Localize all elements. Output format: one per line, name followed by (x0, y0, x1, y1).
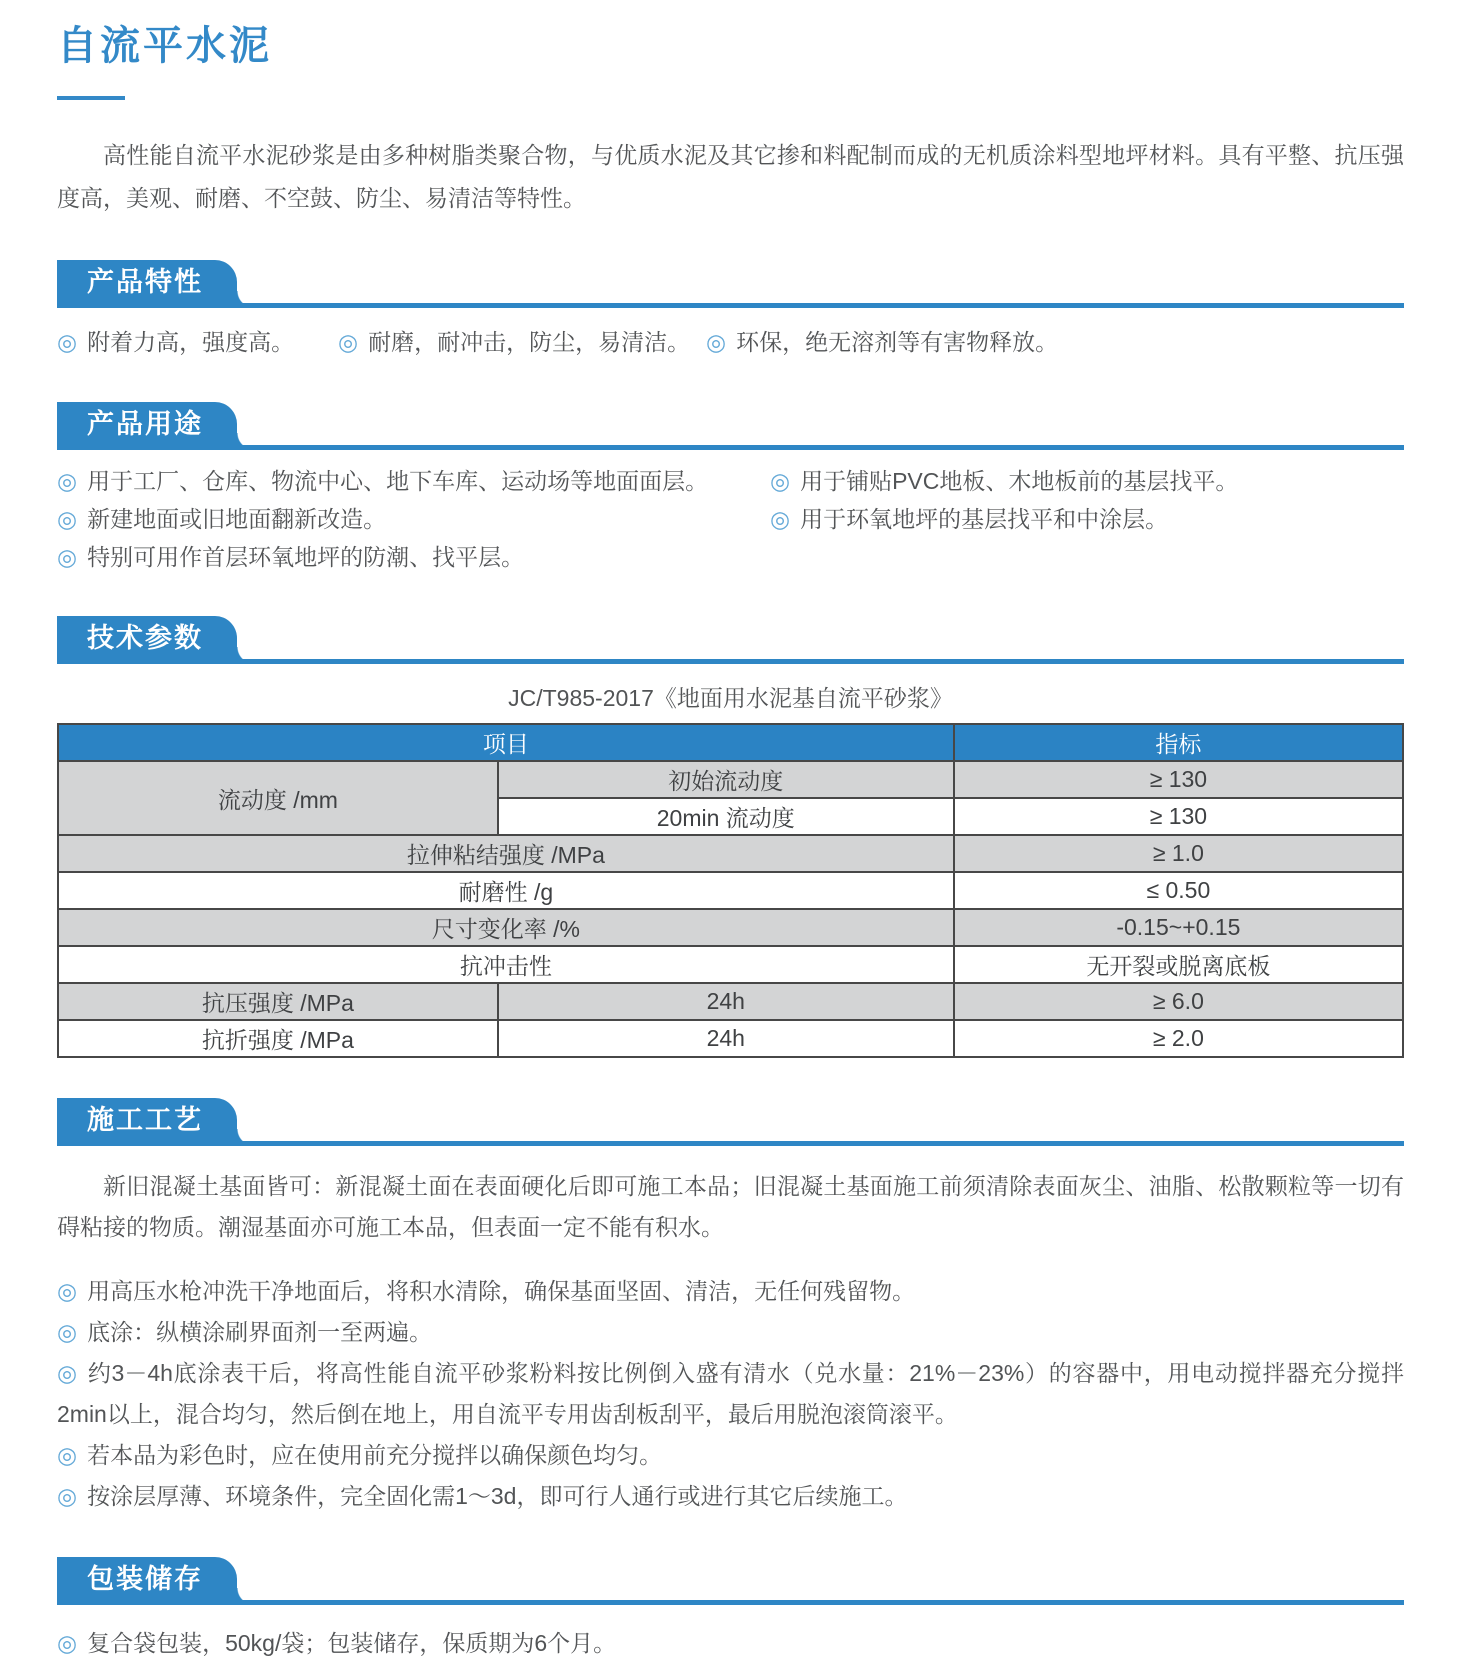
table-header-row (58, 724, 1403, 761)
section-tab-features (57, 260, 237, 303)
list-item (706, 322, 1058, 362)
list-item-text: 按涂层厚薄、环境条件，完全固化需1～3d，即可行人通行或进行其它后续施工。 (87, 1483, 908, 1509)
section-tab-process (57, 1098, 237, 1141)
bullseye-bullet-icon: ◎ (706, 329, 727, 355)
uses-right-column (770, 462, 1404, 576)
list-item-text: 特别可用作首层环氧地坪的防潮、找平层。 (87, 544, 525, 570)
cell-sub-label: 20min 流动度 (498, 798, 954, 835)
list-item (57, 1476, 1404, 1517)
features-list (57, 322, 1404, 362)
process-list (57, 1271, 1404, 1517)
bullseye-bullet-icon: ◎ (57, 1483, 78, 1509)
section-header-packaging (57, 1557, 1404, 1605)
list-item-text: 用于工厂、仓库、物流中心、地下车库、运动场等地面面层。 (87, 468, 709, 494)
bullseye-bullet-icon: ◎ (57, 329, 78, 355)
list-item-text: 约3－4h底涂表干后，将高性能自流平砂浆粉料按比例倒入盛有清水（兑水量：21%－23%）的容器中，用电动搅拌器充分搅拌2min以上，混合均匀，然后倒在地上，用自流平专用齿刮板刮平，最后用脱泡滚筒滚平。 (57, 1360, 1404, 1427)
cell-value: 无开裂或脱离底板 (954, 946, 1403, 983)
cell-item-label: 拉伸粘结强度 /MPa (58, 835, 954, 872)
uses-left-column (57, 462, 770, 576)
section-header-specs (57, 616, 1404, 664)
cell-value: ≥ 1.0 (954, 835, 1403, 872)
packaging-list (57, 1623, 1404, 1663)
section-rule (57, 445, 1404, 450)
table-row (58, 909, 1403, 946)
list-item (770, 462, 1404, 500)
bullseye-bullet-icon: ◎ (57, 544, 78, 570)
list-item-text: 新建地面或旧地面翻新改造。 (87, 506, 387, 532)
intro-paragraph: 高性能自流平水泥砂浆是由多种树脂类聚合物，与优质水泥及其它掺和料配制而成的无机质涂料型地坪材料。具有平整、抗压强度高，美观、耐磨、不空鼓、防尘、易清洁等特性。 (57, 142, 1404, 211)
spec-standard-caption: JC/T985-2017《地面用水泥基自流平砂浆》 (508, 685, 953, 711)
spec-table (57, 723, 1404, 1058)
list-item (57, 322, 338, 362)
list-item (57, 1312, 1404, 1353)
cell-value: ≥ 130 (954, 798, 1403, 835)
cell-sub-label: 初始流动度 (498, 761, 954, 798)
cell-group-label: 流动度 /mm (58, 761, 498, 835)
table-row (58, 835, 1403, 872)
bullseye-bullet-icon: ◎ (57, 1360, 78, 1386)
cell-sub-label: 24h (498, 983, 954, 1020)
table-row (58, 983, 1403, 1020)
cell-value: ≥ 130 (954, 761, 1403, 798)
section-rule (57, 659, 1404, 664)
list-item-text: 耐磨，耐冲击，防尘，易清洁。 (368, 329, 691, 355)
cell-item-label: 抗压强度 /MPa (58, 983, 498, 1020)
list-item-text: 用高压水枪冲洗干净地面后，将积水清除，确保基面坚固、清洁，无任何残留物。 (87, 1278, 916, 1304)
bullseye-bullet-icon: ◎ (57, 506, 78, 532)
bullseye-bullet-icon: ◎ (770, 468, 791, 494)
section-rule (57, 1141, 1404, 1146)
section-rule (57, 1600, 1404, 1605)
bullseye-bullet-icon: ◎ (338, 329, 359, 355)
uses-list (57, 462, 1404, 576)
cell-value: ≤ 0.50 (954, 872, 1403, 909)
table-row (58, 761, 1403, 798)
list-item (57, 462, 770, 500)
section-header-features (57, 260, 1404, 308)
cell-item-label: 耐磨性 /g (58, 872, 954, 909)
bullseye-bullet-icon: ◎ (57, 468, 78, 494)
list-item (57, 1271, 1404, 1312)
cell-sub-label: 24h (498, 1020, 954, 1057)
page-title: 自流平水泥 (57, 24, 272, 68)
section-header-uses (57, 402, 1404, 450)
section-title: 技术参数 (87, 623, 203, 653)
section-title: 包装储存 (87, 1564, 203, 1594)
table-row (58, 946, 1403, 983)
cell-item-label: 抗折强度 /MPa (58, 1020, 498, 1057)
section-title: 产品用途 (87, 409, 203, 439)
section-tab-packaging (57, 1557, 237, 1600)
bullseye-bullet-icon: ◎ (57, 1319, 78, 1345)
bullseye-bullet-icon: ◎ (57, 1442, 78, 1468)
section-tab-uses (57, 402, 237, 445)
cell-value: -0.15~+0.15 (954, 909, 1403, 946)
list-item (770, 500, 1404, 538)
section-header-process (57, 1098, 1404, 1146)
process-paragraph: 新旧混凝土基面皆可：新混凝土面在表面硬化后即可施工本品；旧混凝土基面施工前须清除表面灰尘、油脂、松散颗粒等一切有碍粘接的物质。潮湿基面亦可施工本品，但表面一定不能有积水。 (57, 1173, 1404, 1240)
list-item-text: 底涂：纵横涂刷界面剂一至两遍。 (87, 1319, 433, 1345)
cell-value: ≥ 6.0 (954, 983, 1403, 1020)
list-item-text: 附着力高，强度高。 (87, 329, 295, 355)
section-title: 产品特性 (87, 267, 203, 297)
cell-item-label: 尺寸变化率 /% (58, 909, 954, 946)
column-header-item: 项目 (58, 724, 954, 761)
cell-value: ≥ 2.0 (954, 1020, 1403, 1057)
table-row (58, 872, 1403, 909)
bullseye-bullet-icon: ◎ (57, 1630, 78, 1656)
bullseye-bullet-icon: ◎ (57, 1278, 78, 1304)
bullseye-bullet-icon: ◎ (770, 506, 791, 532)
title-underline (57, 96, 125, 100)
column-header-index: 指标 (954, 724, 1403, 761)
list-item (57, 1353, 1404, 1435)
list-item (57, 538, 770, 576)
cell-item-label: 抗冲击性 (58, 946, 954, 983)
section-title: 施工工艺 (87, 1105, 203, 1135)
list-item (57, 1623, 1404, 1663)
list-item-text: 环保，绝无溶剂等有害物释放。 (736, 329, 1059, 355)
list-item (57, 1435, 1404, 1476)
section-rule (57, 303, 1404, 308)
list-item-text: 用于环氧地坪的基层找平和中涂层。 (800, 506, 1169, 532)
list-item-text: 复合袋包装，50kg/袋；包装储存，保质期为6个月。 (87, 1630, 617, 1656)
list-item (57, 500, 770, 538)
list-item-text: 用于铺贴PVC地板、木地板前的基层找平。 (800, 468, 1239, 494)
list-item (338, 322, 706, 362)
list-item-text: 若本品为彩色时，应在使用前充分搅拌以确保颜色均匀。 (87, 1442, 663, 1468)
table-row (58, 1020, 1403, 1057)
section-tab-specs (57, 616, 237, 659)
